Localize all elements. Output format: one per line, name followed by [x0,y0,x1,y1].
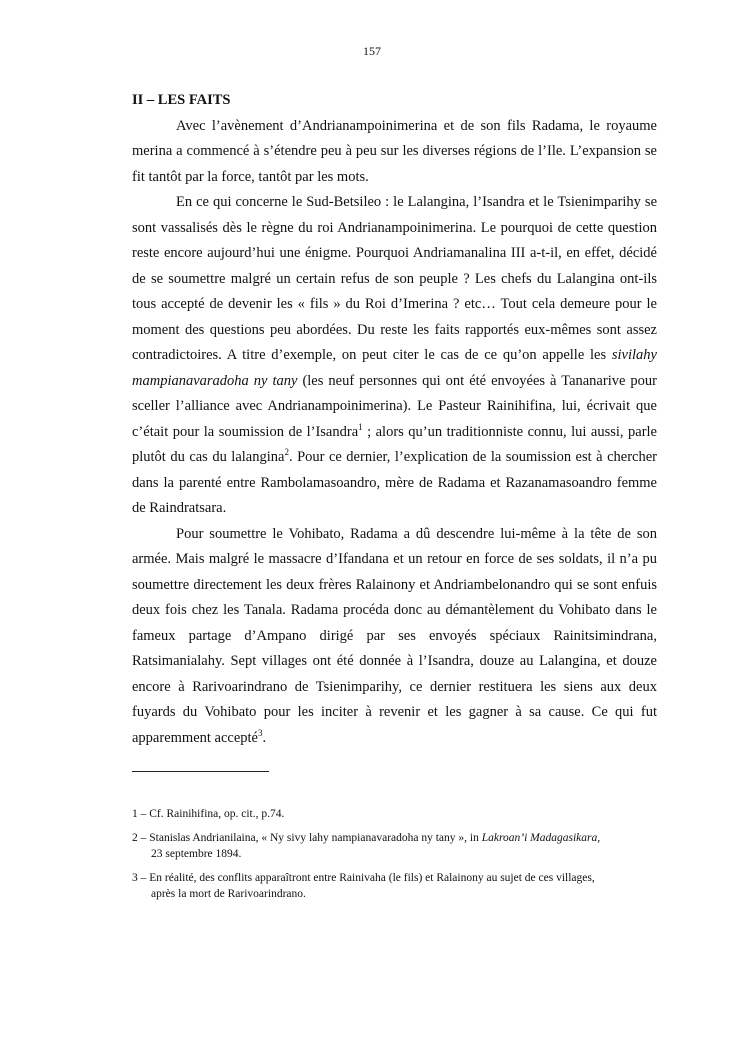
footnote-3 [132,870,692,902]
footnote-separator [132,771,269,772]
footnote-ref-2[interactable]: 2 [284,447,289,458]
paragraph-2-text-a: En ce qui concerne le Sud-Betsileo : le Lalangina, l’Isandra et le Tsienimparihy se sont vassalisés dès le règne du roi Andrianampoinimerina. Le pourquoi de cette question reste encore aujourd’hui une énigme. Pourquoi Andriamanalina III a-t-il, en effet, décidé de se soumettre malgré un certain refus de son peuple ? Les chefs du Lalangina ont-ils tous accepté de devenir les « fils » du Roi d’Imerina ? etc… Tout cela demeure pour le moment des questions peu abordées. Du reste les faits rapportés eux-mêmes sont assez contradictoires. A titre d’exemple, on peut citer le cas de ce qu’on appelle les [132,194,657,363]
section-heading: II – LES FAITS [132,92,231,108]
paragraph-1: Avec l’avènement d’Andrianampoinimerina et de son fils Radama, le royaume merina a commencé à s’étendre peu à peu sur les diverses régions de l’Ile. L’expansion se fit tantôt par la force, tantôt par les mots. [132,117,657,185]
main-text [132,88,657,751]
paragraph-2-text-d: . Pour ce dernier, l’explication de la soumission est à chercher dans la parenté entre Rambolamasoandro, mère de Radama et Razanamasoandro femme de Raindratsara. [132,449,657,516]
footnote-2-italic: Lakroan’i Madagasikara, [481,832,601,844]
page-number: 157 [363,44,381,58]
footnote-3-text: 3 – En réalité, des conflits apparaîtront entre Rainivaha (le fils) et Ralainony au sujet de ces villages, [132,872,595,884]
footnote-1: 1 – Cf. Rainihifina, op. cit., p.74. [132,808,285,820]
footnotes [132,806,692,910]
paragraph-2-text-b: (les neuf personnes qui ont été envoyées à Tananarive pour sceller l’alliance avec Andrianampoinimerina). Le Pasteur Rainihifina, lui, écrivait que c’était pour la soumission de l’Isandra [132,372,657,440]
footnote-2-continuation: 23 septembre 1894. [151,848,242,860]
footnote-2 [132,830,692,862]
footnote-3-continuation: après la mort de Rarivoarindrano. [151,888,306,900]
footnote-ref-1[interactable]: 1 [358,421,363,432]
footnote-ref-3[interactable]: 3 [258,727,263,738]
italic-term: sivilahy mampianavaradoha ny tany [132,347,657,389]
footnote-2-text: 2 – Stanislas Andrianilaina, « Ny sivy lahy nampianavaradoha ny tany », in [132,832,482,844]
paragraph-3 [132,522,657,752]
paragraph-3-text-b: . [262,729,267,746]
paragraph-2 [132,190,657,522]
paragraph-3-text-a: Pour soumettre le Vohibato, Radama a dû descendre lui-même à la tête de son armée. Mais malgré le massacre d’Ifandana et un retour en force de ses soldats, il n’a pu soumettre directement les deux frères Ralainony et Andriambelonandro qui se sont enfuis deux fois chez les Tanala. Radama procéda donc au démantèlement du Vohibato dans le fameux partage d’Ampano dirigé par ses envoyés spéciaux Rainitsimindrana, Ratsimanialahy. Sept villages ont été donnée à l’Isandra, douze au Lalangina, et douze encore à Rarivoarindrano de Tsienimparihy, ce dernier restituera les siens aux deux fuyards du Vohibato pour les inciter à revenir et les gagner à sa cause. Ce qui fut apparemment accepté [132,525,657,746]
paragraph-2-text-c: ; alors qu’un traditionniste connu, lui aussi, parle plutôt du cas du lalangina [132,423,657,465]
